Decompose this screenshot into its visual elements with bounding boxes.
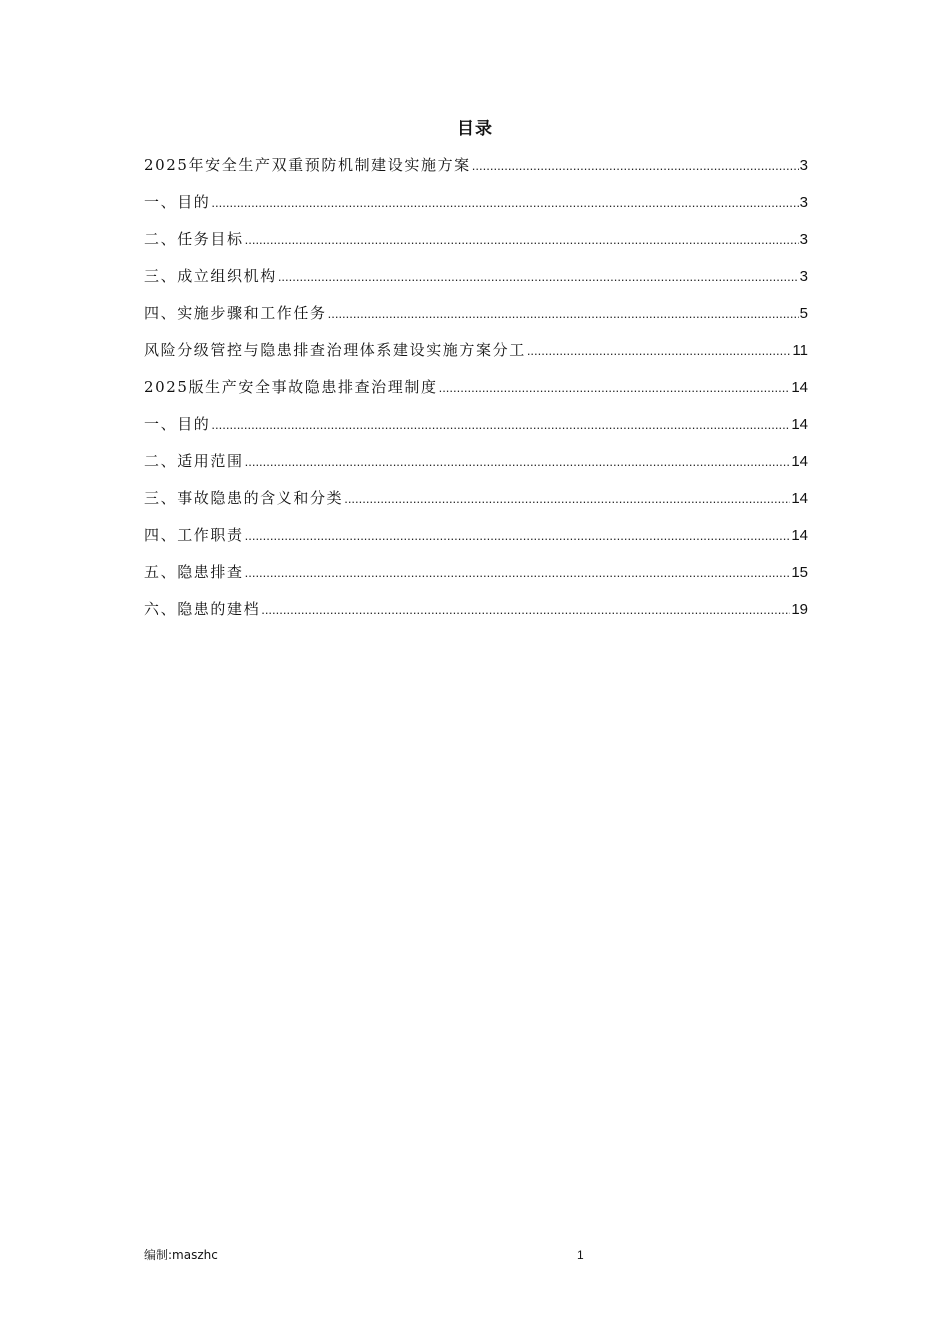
toc-dot-leader xyxy=(211,412,790,438)
toc-entry-label: 2025版生产安全事故隐患排查治理制度 xyxy=(144,378,438,396)
toc-entry-label: 二、任务目标 xyxy=(144,230,244,248)
toc-dot-leader xyxy=(439,375,791,401)
toc-entry-label: 三、事故隐患的含义和分类 xyxy=(144,489,344,507)
toc-entry-label: 2025年安全生产双重预防机制建设实施方案 xyxy=(144,156,471,174)
toc-entry[interactable] xyxy=(144,152,808,189)
toc-dot-leader xyxy=(245,523,791,549)
toc-dot-leader xyxy=(245,449,791,475)
toc-entry[interactable] xyxy=(144,189,808,226)
footer-author: 编制:maszhc xyxy=(144,1248,218,1262)
toc-entry[interactable] xyxy=(144,263,808,300)
toc-entry[interactable] xyxy=(144,559,808,596)
toc-entry-label: 三、成立组织机构 xyxy=(144,267,277,285)
toc-entry-page: 14 xyxy=(791,379,808,396)
toc-entry[interactable] xyxy=(144,485,808,522)
toc-entry-page: 5 xyxy=(799,305,808,322)
toc-entry[interactable] xyxy=(144,448,808,485)
toc-entry-page: 3 xyxy=(799,231,808,248)
toc-entry-label: 一、目的 xyxy=(144,415,211,433)
toc-dot-leader xyxy=(328,301,799,327)
toc-entry-page: 14 xyxy=(791,490,808,507)
toc-entry-label: 五、隐患排查 xyxy=(144,563,244,581)
toc-entry-page: 3 xyxy=(799,157,808,174)
table-of-contents xyxy=(144,152,808,633)
toc-entry[interactable] xyxy=(144,226,808,263)
toc-entry-page: 19 xyxy=(791,601,808,618)
toc-entry[interactable] xyxy=(144,337,808,374)
toc-entry[interactable] xyxy=(144,300,808,337)
toc-entry[interactable] xyxy=(144,596,808,633)
toc-entry-label: 六、隐患的建档 xyxy=(144,600,261,618)
toc-dot-leader xyxy=(245,227,799,253)
toc-entry-label: 风险分级管控与隐患排查治理体系建设实施方案分工 xyxy=(144,341,526,359)
toc-entry-label: 一、目的 xyxy=(144,193,211,211)
toc-entry[interactable] xyxy=(144,522,808,559)
toc-title: 目录 xyxy=(457,119,493,139)
toc-entry-page: 14 xyxy=(791,453,808,470)
toc-dot-leader xyxy=(344,486,790,512)
toc-entry-label: 四、工作职责 xyxy=(144,526,244,544)
toc-dot-leader xyxy=(527,338,792,364)
toc-entry-page: 3 xyxy=(799,194,808,211)
toc-dot-leader xyxy=(261,597,790,623)
toc-dot-leader xyxy=(211,190,798,216)
toc-entry-label: 四、实施步骤和工作任务 xyxy=(144,304,327,322)
toc-entry-page: 15 xyxy=(791,564,808,581)
toc-entry-label: 二、适用范围 xyxy=(144,452,244,470)
toc-dot-leader xyxy=(472,153,799,179)
toc-entry-page: 11 xyxy=(792,342,808,359)
toc-entry[interactable] xyxy=(144,411,808,448)
toc-entry-page: 14 xyxy=(791,527,808,544)
toc-dot-leader xyxy=(278,264,799,290)
toc-entry[interactable] xyxy=(144,374,808,411)
toc-entry-page: 3 xyxy=(799,268,808,285)
toc-entry-page: 14 xyxy=(791,416,808,433)
toc-dot-leader xyxy=(245,560,791,586)
footer-page-number: 1 xyxy=(577,1248,584,1262)
